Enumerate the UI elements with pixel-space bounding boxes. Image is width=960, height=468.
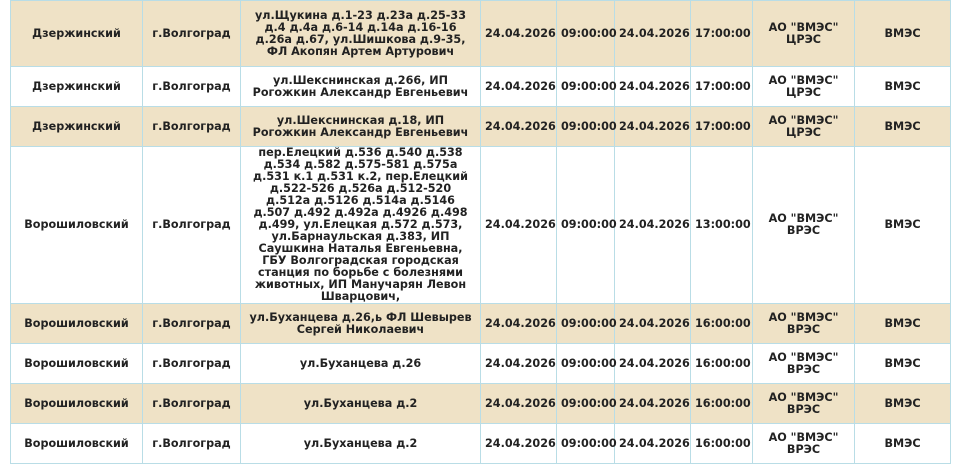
end-time-cell: 16:00:00 xyxy=(691,304,753,344)
address-cell: ул.Щукина д.1-23 д.23а д.25-33 д.4 д.4а д.6-14 д.14а д.16-16 д.26а д.67, ул.Шишкова д.9-35, ФЛ Акопян Артем Артурович xyxy=(241,1,481,67)
organization-cell: АО "ВМЭС" ВРЭС xyxy=(753,384,855,424)
address-cell: ул.Буханцева д.2 xyxy=(241,424,481,464)
address-cell: ул.Шекснинская д.266, ИП Рогожкин Александр Евгеньевич xyxy=(241,67,481,107)
start-time-cell: 09:00:00 xyxy=(557,67,615,107)
end-date-cell: 24.04.2026 xyxy=(615,67,691,107)
district-cell: Дзержинский xyxy=(11,107,143,147)
organization-cell: АО "ВМЭС" ВРЭС xyxy=(753,424,855,464)
end-date-cell: 24.04.2026 xyxy=(615,384,691,424)
city-cell: г.Волгоград xyxy=(143,67,241,107)
city-cell: г.Волгоград xyxy=(143,147,241,304)
organization-short-cell: ВМЭС xyxy=(855,384,951,424)
organization-short-cell: ВМЭС xyxy=(855,424,951,464)
address-cell: пер.Елецкий д.536 д.540 д.538 д.534 д.582 д.575-581 д.575а д.531 к.1 д.531 к.2, пер.Елецкий д.522-526 д.526а д.512-520 д.512а д.5126 д.514а д.5146 д.507 д.492 д.492а д.4926 д.498 д.499, ул.Елецкая д.572 д.573, ул.Барнаульская д.383, ИП Саушкина Наталья Евгеньевна, ГБУ Волгоградская городская станция по борьбе с болезнями животных, ИП Манучарян Левон Шварцович, xyxy=(241,147,481,304)
start-date-cell: 24.04.2026 xyxy=(481,147,557,304)
table-row xyxy=(11,424,951,464)
end-time-cell: 13:00:00 xyxy=(691,147,753,304)
end-date-cell: 24.04.2026 xyxy=(615,147,691,304)
end-time-cell: 16:00:00 xyxy=(691,344,753,384)
district-cell: Дзержинский xyxy=(11,67,143,107)
address-cell: ул.Буханцева д.2 xyxy=(241,384,481,424)
district-cell: Дзержинский xyxy=(11,1,143,67)
start-date-cell: 24.04.2026 xyxy=(481,344,557,384)
city-cell: г.Волгоград xyxy=(143,384,241,424)
table-body xyxy=(11,1,951,464)
organization-cell: АО "ВМЭС" ВРЭС xyxy=(753,147,855,304)
address-cell: ул.Буханцева д.26,ь ФЛ Шевырев Сергей Николаевич xyxy=(241,304,481,344)
end-time-cell: 16:00:00 xyxy=(691,384,753,424)
start-time-cell: 09:00:00 xyxy=(557,344,615,384)
start-time-cell: 09:00:00 xyxy=(557,107,615,147)
table-row xyxy=(11,147,951,304)
district-cell: Ворошиловский xyxy=(11,344,143,384)
organization-short-cell: ВМЭС xyxy=(855,304,951,344)
organization-cell: АО "ВМЭС" ВРЭС xyxy=(753,344,855,384)
start-time-cell: 09:00:00 xyxy=(557,147,615,304)
table-row xyxy=(11,107,951,147)
organization-cell: АО "ВМЭС" ВРЭС xyxy=(753,304,855,344)
table-row xyxy=(11,1,951,67)
organization-cell: АО "ВМЭС" ЦРЭС xyxy=(753,107,855,147)
organization-cell: АО "ВМЭС" ЦРЭС xyxy=(753,1,855,67)
organization-short-cell: ВМЭС xyxy=(855,1,951,67)
start-date-cell: 24.04.2026 xyxy=(481,107,557,147)
end-date-cell: 24.04.2026 xyxy=(615,424,691,464)
organization-short-cell: ВМЭС xyxy=(855,147,951,304)
city-cell: г.Волгоград xyxy=(143,304,241,344)
outage-table xyxy=(10,0,951,464)
end-date-cell: 24.04.2026 xyxy=(615,344,691,384)
city-cell: г.Волгоград xyxy=(143,424,241,464)
organization-cell: АО "ВМЭС" ЦРЭС xyxy=(753,67,855,107)
start-time-cell: 09:00:00 xyxy=(557,304,615,344)
address-cell: ул.Шекснинская д.18, ИП Рогожкин Александр Евгеньевич xyxy=(241,107,481,147)
start-date-cell: 24.04.2026 xyxy=(481,304,557,344)
organization-short-cell: ВМЭС xyxy=(855,344,951,384)
city-cell: г.Волгоград xyxy=(143,344,241,384)
start-date-cell: 24.04.2026 xyxy=(481,384,557,424)
table-row xyxy=(11,67,951,107)
end-date-cell: 24.04.2026 xyxy=(615,304,691,344)
organization-short-cell: ВМЭС xyxy=(855,107,951,147)
address-cell: ул.Буханцева д.26 xyxy=(241,344,481,384)
start-time-cell: 09:00:00 xyxy=(557,384,615,424)
start-date-cell: 24.04.2026 xyxy=(481,67,557,107)
city-cell: г.Волгоград xyxy=(143,107,241,147)
start-date-cell: 24.04.2026 xyxy=(481,424,557,464)
end-date-cell: 24.04.2026 xyxy=(615,1,691,67)
table-row xyxy=(11,384,951,424)
end-date-cell: 24.04.2026 xyxy=(615,107,691,147)
end-time-cell: 17:00:00 xyxy=(691,1,753,67)
district-cell: Ворошиловский xyxy=(11,304,143,344)
start-time-cell: 09:00:00 xyxy=(557,424,615,464)
district-cell: Ворошиловский xyxy=(11,147,143,304)
end-time-cell: 17:00:00 xyxy=(691,107,753,147)
end-time-cell: 16:00:00 xyxy=(691,424,753,464)
start-date-cell: 24.04.2026 xyxy=(481,1,557,67)
table-row xyxy=(11,304,951,344)
district-cell: Ворошиловский xyxy=(11,424,143,464)
table-row xyxy=(11,344,951,384)
start-time-cell: 09:00:00 xyxy=(557,1,615,67)
city-cell: г.Волгоград xyxy=(143,1,241,67)
organization-short-cell: ВМЭС xyxy=(855,67,951,107)
end-time-cell: 17:00:00 xyxy=(691,67,753,107)
outage-table-container xyxy=(10,0,950,464)
district-cell: Ворошиловский xyxy=(11,384,143,424)
